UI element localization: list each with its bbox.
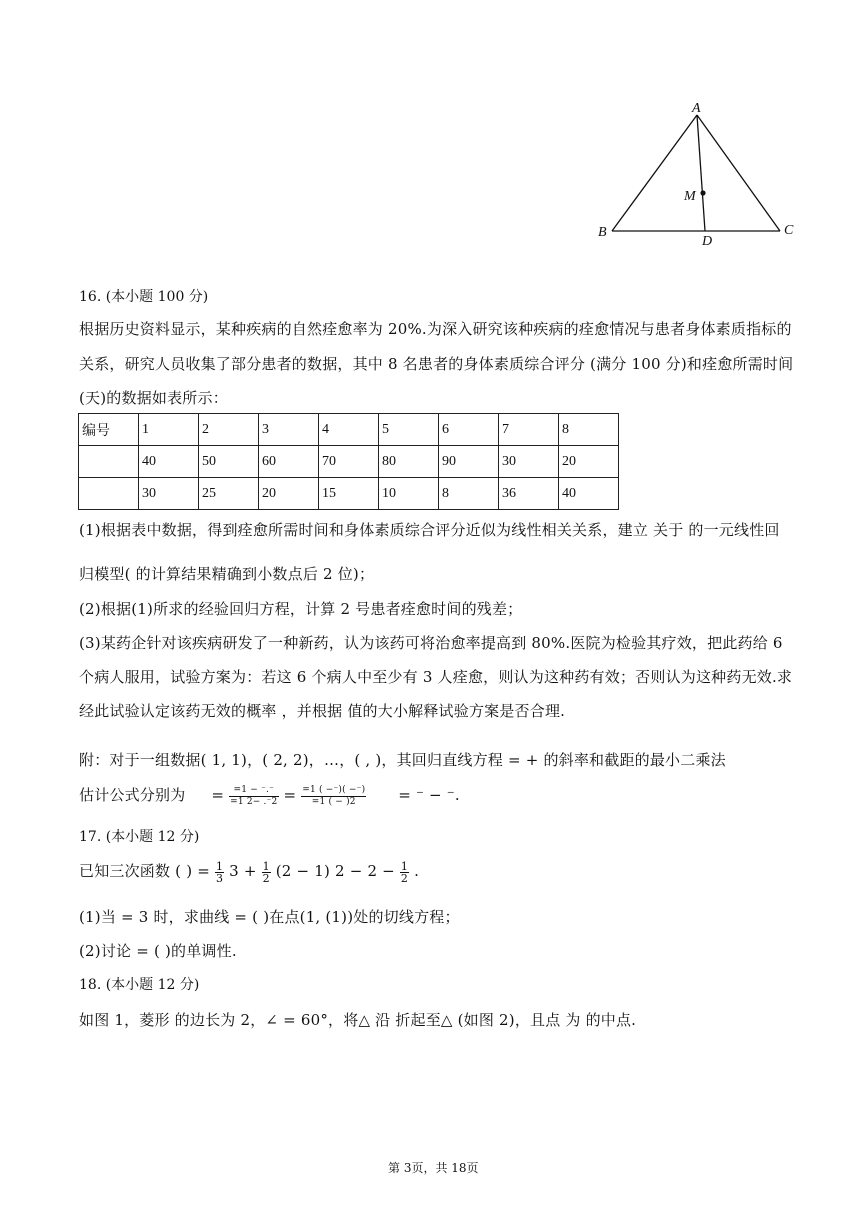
fraction-numerator: 1 <box>400 859 409 873</box>
fraction-denominator: 2 <box>400 871 409 885</box>
table-cell: 30 <box>499 446 559 478</box>
fraction-numerator: 1 <box>215 859 224 873</box>
table-cell: 40 <box>559 478 619 510</box>
table-row <box>79 478 619 510</box>
table-cell: 8 <box>559 414 619 446</box>
table-cell: 4 <box>319 414 379 446</box>
page-footer: 第 3页，共 18页 <box>388 1161 479 1175</box>
fraction-one-half-2 <box>400 861 409 884</box>
q16-part3-line-2: 个病人服用，试验方案为：若这 6 个病人中至少有 3 人痊愈，则认为这种药有效；否则认为这种药无效.求 <box>79 668 793 686</box>
triangle-figure <box>590 100 810 250</box>
function-end: . <box>414 862 420 880</box>
table-cell: 2 <box>199 414 259 446</box>
function-mid-1: 3 + <box>229 862 257 880</box>
table-cell: 编号 <box>79 414 139 446</box>
q16-note-line-1: 附：对于一组数据( 1, 1)，( 2, 2)，…，( , )，其回归直线方程 = + 的斜率和截距的最小二乘法 <box>79 751 726 769</box>
fraction-one-half <box>262 861 271 884</box>
q16-header: 16. (本小题 100 分) <box>79 289 209 305</box>
table-cell <box>79 446 139 478</box>
formula-eq: = <box>211 786 225 804</box>
table-cell: 7 <box>499 414 559 446</box>
fraction-denominator: =1 ( − )2 <box>311 796 356 807</box>
q16-intro-line-2: 关系，研究人员收集了部分患者的数据，其中 8 名患者的身体素质综合评分 (满分 100 分)和痊愈所需时间 <box>79 355 794 373</box>
table-cell: 3 <box>259 414 319 446</box>
table-cell: 20 <box>559 446 619 478</box>
fraction-denominator: 2 <box>262 871 270 885</box>
q16-part3-line-1: (3)某药企针对该疾病研发了一种新药，认为该药可将治愈率提高到 80%.医院为检验其疗效，把此药给 6 <box>79 634 783 652</box>
fraction-numerator: 1 <box>262 859 270 873</box>
table-cell: 10 <box>379 478 439 510</box>
q16-part1-line-2: 归模型( 的计算结果精确到小数点后 2 位)； <box>79 565 375 583</box>
table-cell <box>79 478 139 510</box>
table-cell: 6 <box>439 414 499 446</box>
table-cell: 20 <box>259 478 319 510</box>
segment-ad <box>697 115 705 231</box>
q16-note-line-2 <box>79 784 460 808</box>
label-c: C <box>784 223 794 238</box>
fraction-numerator: =1 − ⁻.⁻ <box>229 785 278 797</box>
fraction-numerator: =1 ( −⁻)( −⁻) <box>302 784 366 795</box>
side-ab <box>612 115 697 231</box>
table-cell: 36 <box>499 478 559 510</box>
point-m <box>700 190 705 195</box>
table-cell: 40 <box>139 446 199 478</box>
formula-tail: = ⁻ − ⁻. <box>398 786 460 804</box>
table-cell: 15 <box>319 478 379 510</box>
q16-part1-line-1: (1)根据表中数据，得到痊愈所需时间和身体素质综合评分近似为线性相关关系，建立 关于 的一元线性回 <box>79 521 780 539</box>
q17-part1: (1)当 = 3 时，求曲线 = ( )在点(1, (1))处的切线方程； <box>79 908 460 926</box>
q17-function <box>79 860 419 884</box>
side-ac <box>697 115 780 231</box>
formula-eq-2: = <box>283 786 297 804</box>
fraction-denominator: =1 2− .⁻2 <box>230 796 278 807</box>
q17-part2: (2)讨论 = ( )的单调性. <box>79 942 237 960</box>
q18-text: 如图 1，菱形 的边长为 2，∠ = 60°，将△ 沿 折起至△ (如图 2)，且点 为 的中点. <box>79 1011 637 1029</box>
label-a: A <box>692 101 701 116</box>
q18-header: 18. (本小题 12 分) <box>79 977 200 993</box>
q16-intro-line-1: 根据历史资料显示，某种疾病的自然痊愈率为 20%.为深入研究该种疾病的痊愈情况与患者身体素质指标的 <box>79 320 792 338</box>
label-b: B <box>598 225 607 240</box>
formula-fraction-2 <box>301 785 366 808</box>
q16-intro-line-3: (天)的数据如表所示： <box>79 389 228 407</box>
table-cell: 80 <box>379 446 439 478</box>
table-cell: 1 <box>139 414 199 446</box>
function-lead: 已知三次函数 ( ) = <box>79 862 210 880</box>
table-cell: 50 <box>199 446 259 478</box>
table-cell: 70 <box>319 446 379 478</box>
data-table <box>78 413 619 510</box>
fraction-denominator: 3 <box>215 871 224 885</box>
table-cell: 25 <box>199 478 259 510</box>
table-row <box>79 446 619 478</box>
note-lead: 估计公式分别为 <box>79 786 186 804</box>
table-cell: 5 <box>379 414 439 446</box>
table-cell: 30 <box>139 478 199 510</box>
function-mid-2: (2 − 1) 2 − 2 − <box>275 862 395 880</box>
fraction-one-third <box>215 861 224 884</box>
table-cell: 8 <box>439 478 499 510</box>
q17-header: 17. (本小题 12 分) <box>79 829 200 845</box>
label-m: M <box>684 189 696 204</box>
label-d: D <box>702 234 713 249</box>
table-cell: 90 <box>439 446 499 478</box>
formula-fraction-1 <box>229 785 278 808</box>
table-cell: 60 <box>259 446 319 478</box>
table-row <box>79 414 619 446</box>
q16-part2: (2)根据(1)所求的经验回归方程，计算 2 号患者痊愈时间的残差； <box>79 600 523 618</box>
q16-part3-line-3: 经此试验认定该药无效的概率 ，并根据 值的大小解释试验方案是否合理. <box>79 702 566 720</box>
